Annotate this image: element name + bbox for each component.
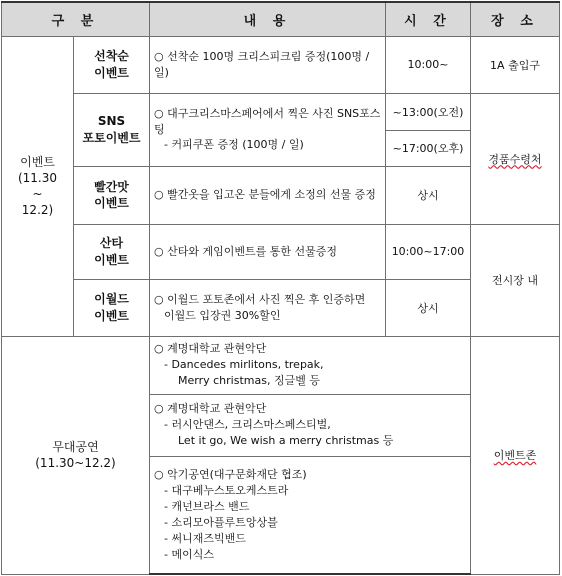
performance-3-item: - 써니재즈빅밴드 [164,531,246,545]
sns-event-name: SNS 포토이벤트 [74,93,150,166]
first-come-event-content: ○ 선착순 100명 크리스피크림 증정(100명 / 일) [150,36,386,93]
performance-3-item: - 캐넌브라스 밴드 [164,499,250,513]
first-come-event-place: 1A 출입구 [471,36,560,93]
header-category: 구 분 [2,2,150,36]
sns-event-time-morning: ~13:00(오전) [386,93,471,130]
santa-event-time: 10:00~17:00 [386,224,471,279]
eworld-event-name: 이월드 이벤트 [74,279,150,336]
sns-event-time-afternoon: ~17:00(오후) [386,130,471,166]
santa-event-name: 산타 이벤트 [74,224,150,279]
row-santa [2,224,560,279]
header-content: 내 용 [150,2,386,36]
events-group-label: 이벤트 (11.30 ~ 12.2) [2,36,74,336]
performance-1-content: ○ 계명대학교 관현악단 - Dancedes mirlitons, trepak, Merry christmas, 징글벨 등 [150,336,471,394]
eworld-event-content: ○ 이월드 포토존에서 사진 찍은 후 인증하면 이월드 입장권 30%할인 [150,279,386,336]
performance-3-item: - 대구베누스토오케스트라 [164,483,289,497]
stage-group-label: 무대공연 (11.30~12.2) [2,336,150,574]
santa-event-content: ○ 산타와 게임이벤트를 통한 선물증정 [150,224,386,279]
performance-3-item: - 소리모아플루트앙상블 [164,515,278,529]
row-sns-1 [2,93,560,130]
header-row [2,2,560,36]
red-fashion-event-content: ○ 빨간옷을 입고온 분들에게 소정의 선물 증정 [150,166,386,224]
event-schedule-table [1,1,560,575]
row-first-come [2,36,560,93]
sns-event-content: ○ 대구크리스마스페어에서 찍은 사진 SNS포스팅 - 커피쿠폰 증정 (100명 / 일) [150,93,386,166]
header-place: 장 소 [471,2,560,36]
first-come-event-name: 선착순 이벤트 [74,36,150,93]
red-fashion-event-name: 빨간맛 이벤트 [74,166,150,224]
performance-3-content: ○ 악기공연(대구문화재단 협조) - 대구베누스토오케스트라 - 캐넌브라스 밴드 - 소리모아플루트앙상블 - 써니재즈빅밴드 - 메이식스 [150,456,471,574]
exhibition-hall-place: 전시장 내 [471,224,560,336]
row-performance-1 [2,336,560,394]
header-time: 시 간 [386,2,471,36]
first-come-event-time: 10:00~ [386,36,471,93]
performance-2-content: ○ 계명대학교 관현악단 - 러시안댄스, 크리스마스페스티벌, Let it go, We wish a merry christmas 등 [150,394,471,456]
eworld-event-time: 상시 [386,279,471,336]
red-fashion-event-time: 상시 [386,166,471,224]
event-zone-place: 이벤트존 [471,336,560,574]
prize-pickup-place: 경품수령처 [471,93,560,224]
performance-3-item: - 메이식스 [164,547,214,561]
